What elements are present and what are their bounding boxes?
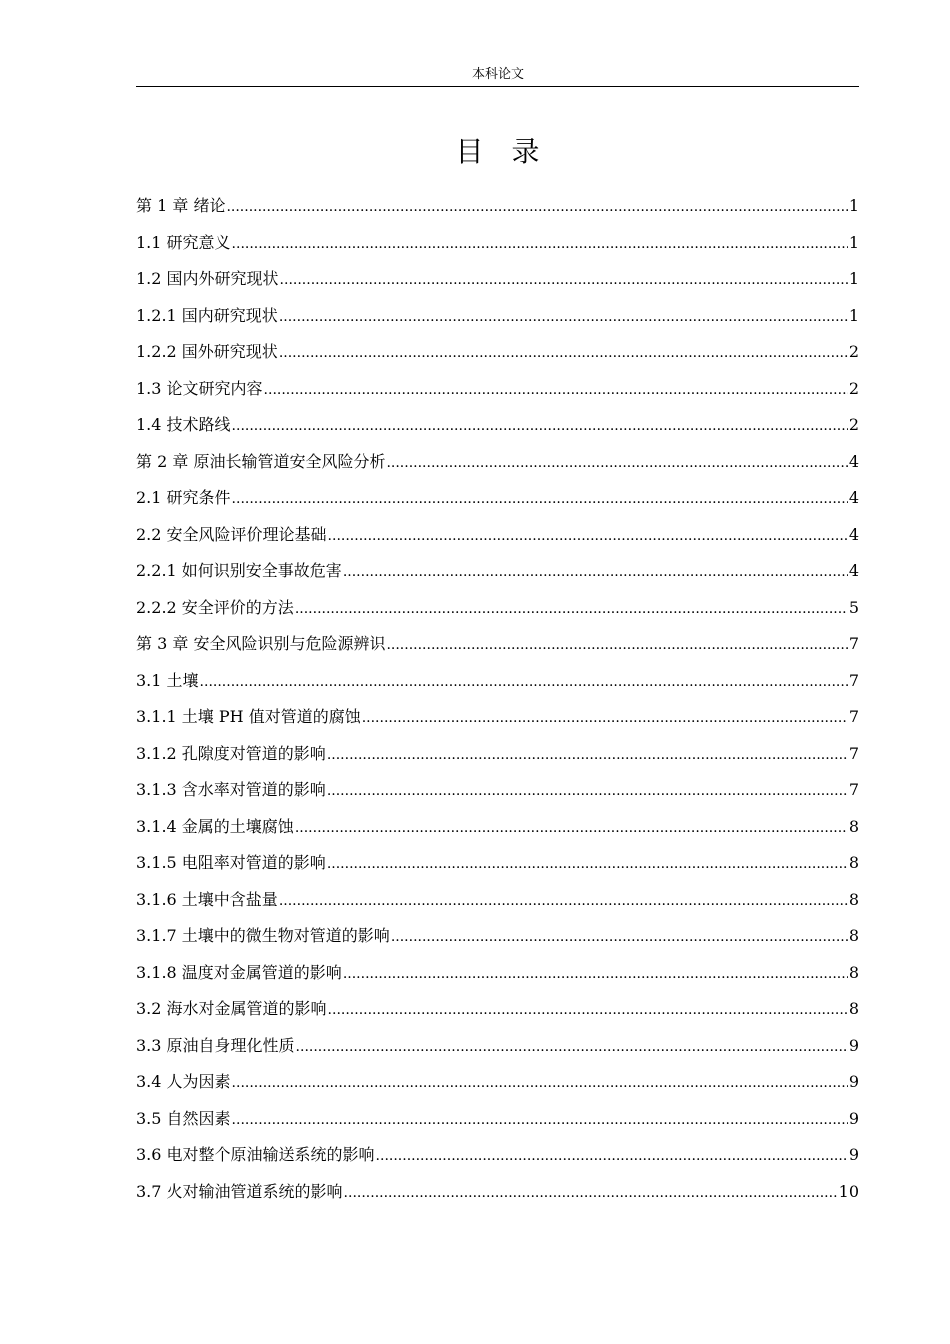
toc-entry[interactable] <box>136 1101 859 1138</box>
toc-entry-label: 3.1.3 含水率对管道的影响 <box>136 780 326 800</box>
toc-entry-page-number: 1 <box>848 196 859 216</box>
toc-entry-page-number: 9 <box>848 1072 859 1092</box>
toc-entry-label: 3.1.8 温度对金属管道的影响 <box>136 962 342 982</box>
toc-entry-label: 3.3 原油自身理化性质 <box>136 1035 295 1055</box>
toc-entry-page-number: 2 <box>848 378 859 398</box>
toc-dot-leader <box>226 196 847 216</box>
toc-entry-label: 1.2.1 国内研究现状 <box>136 305 278 325</box>
toc-entry-label: 2.2.2 安全评价的方法 <box>136 597 294 617</box>
toc-entry-page-number: 2 <box>848 415 859 435</box>
toc-entry-page-number: 1 <box>848 232 859 252</box>
toc-entry-label: 1.2 国内外研究现状 <box>136 269 279 289</box>
toc-entry-page-number: 2 <box>848 342 859 362</box>
toc-entry[interactable] <box>136 517 859 554</box>
toc-entry[interactable] <box>136 845 859 882</box>
toc-entry-page-number: 1 <box>848 269 859 289</box>
toc-dot-leader <box>232 1072 848 1092</box>
toc-entry-label: 3.1.1 土壤 PH 值对管道的腐蚀 <box>136 707 361 727</box>
toc-entry-page-number: 1 <box>848 305 859 325</box>
toc-entry[interactable] <box>136 1064 859 1101</box>
toc-entry-label: 3.1.7 土壤中的微生物对管道的影响 <box>136 926 390 946</box>
toc-entry-label: 第 2 章 原油长输管道安全风险分析 <box>136 451 386 471</box>
toc-entry-page-number: 8 <box>848 962 859 982</box>
toc-entry-label: 3.7 火对输油管道系统的影响 <box>136 1181 343 1201</box>
toc-entry-page-number: 8 <box>848 816 859 836</box>
toc-entry-page-number: 9 <box>848 1108 859 1128</box>
toc-entry[interactable] <box>136 699 859 736</box>
toc-dot-leader <box>343 963 848 983</box>
toc-entry-page-number: 8 <box>848 889 859 909</box>
toc-entry-label: 3.5 自然因素 <box>136 1108 231 1128</box>
toc-dot-leader <box>391 926 848 946</box>
toc-dot-leader <box>264 379 848 399</box>
toc-entry[interactable] <box>136 444 859 481</box>
toc-entry-page-number: 4 <box>848 524 859 544</box>
toc-dot-leader <box>232 1109 848 1129</box>
toc-dot-leader <box>328 525 848 545</box>
toc-entry-label: 1.1 研究意义 <box>136 232 231 252</box>
toc-dot-leader <box>327 780 848 800</box>
toc-entry-page-number: 4 <box>848 451 859 471</box>
toc-entry-page-number: 7 <box>848 634 859 654</box>
toc-entry[interactable] <box>136 407 859 444</box>
toc-entry[interactable] <box>136 736 859 773</box>
header-rule <box>136 86 859 87</box>
toc-entry-page-number: 10 <box>838 1181 859 1201</box>
toc-entry-page-number: 7 <box>848 707 859 727</box>
toc-entry-page-number: 9 <box>848 1035 859 1055</box>
toc-entry-label: 3.1.2 孔隙度对管道的影响 <box>136 743 326 763</box>
toc-entry-label: 第 3 章 安全风险识别与危险源辨识 <box>136 634 386 654</box>
toc-entry[interactable] <box>136 772 859 809</box>
toc-entry-label: 3.1.5 电阻率对管道的影响 <box>136 853 326 873</box>
toc-entry-label: 2.1 研究条件 <box>136 488 231 508</box>
toc-entry[interactable] <box>136 261 859 298</box>
toc-dot-leader <box>386 634 847 654</box>
page-header: 本科论文 <box>471 67 524 82</box>
toc-entry-page-number: 8 <box>848 999 859 1019</box>
toc-dot-leader <box>327 744 848 764</box>
toc-entry[interactable] <box>136 1028 859 1065</box>
toc-entry[interactable] <box>136 1174 859 1211</box>
toc-entry[interactable] <box>136 298 859 335</box>
toc-dot-leader <box>343 561 848 581</box>
toc-dot-leader <box>295 598 848 618</box>
toc-entry[interactable] <box>136 371 859 408</box>
toc-dot-leader <box>200 671 848 691</box>
toc-entry[interactable] <box>136 225 859 262</box>
toc-entry-page-number: 4 <box>848 561 859 581</box>
toc-dot-leader <box>344 1182 838 1202</box>
toc-dot-leader <box>279 890 848 910</box>
toc-entry[interactable] <box>136 882 859 919</box>
toc-entry[interactable] <box>136 663 859 700</box>
toc-dot-leader <box>232 233 848 253</box>
toc-entry-label: 第 1 章 绪论 <box>136 196 226 216</box>
toc-entry-page-number: 9 <box>848 1145 859 1165</box>
toc-entry-page-number: 7 <box>848 780 859 800</box>
toc-dot-leader <box>279 342 848 362</box>
toc-entry-page-number: 4 <box>848 488 859 508</box>
toc-entry-label: 3.1.4 金属的土壤腐蚀 <box>136 816 294 836</box>
toc-entry-label: 3.4 人为因素 <box>136 1072 231 1092</box>
toc-dot-leader <box>328 999 848 1019</box>
toc-dot-leader <box>362 707 848 727</box>
toc-entry[interactable] <box>136 1137 859 1174</box>
toc-dot-leader <box>327 853 848 873</box>
toc-dot-leader <box>296 1036 848 1056</box>
toc-dot-leader <box>232 415 848 435</box>
toc-entry[interactable] <box>136 809 859 846</box>
toc-dot-leader <box>386 452 847 472</box>
toc-entry[interactable] <box>136 334 859 371</box>
toc-title: 目录 <box>455 135 568 168</box>
toc-entry[interactable] <box>136 918 859 955</box>
toc-entry-label: 3.1 土壤 <box>136 670 199 690</box>
toc-entry[interactable] <box>136 480 859 517</box>
toc-entry[interactable] <box>136 991 859 1028</box>
toc-entry-page-number: 7 <box>848 670 859 690</box>
toc-entry-label: 3.2 海水对金属管道的影响 <box>136 999 327 1019</box>
toc-entry-label: 3.1.6 土壤中含盐量 <box>136 889 278 909</box>
toc-entry[interactable] <box>136 955 859 992</box>
toc-entry-label: 1.2.2 国外研究现状 <box>136 342 278 362</box>
toc-entry-label: 3.6 电对整个原油输送系统的影响 <box>136 1145 375 1165</box>
toc-entry[interactable] <box>136 590 859 627</box>
toc-entry-label: 2.2.1 如何识别安全事故危害 <box>136 561 342 581</box>
toc-entry[interactable] <box>136 553 859 590</box>
toc-entry-page-number: 5 <box>848 597 859 617</box>
toc-list <box>136 188 859 1210</box>
toc-entry[interactable] <box>136 188 859 225</box>
toc-entry-page-number: 8 <box>848 926 859 946</box>
toc-entry-label: 1.4 技术路线 <box>136 415 231 435</box>
toc-entry-page-number: 7 <box>848 743 859 763</box>
toc-dot-leader <box>376 1145 848 1165</box>
toc-dot-leader <box>280 269 848 289</box>
toc-dot-leader <box>295 817 848 837</box>
toc-entry-label: 2.2 安全风险评价理论基础 <box>136 524 327 544</box>
toc-entry-label: 1.3 论文研究内容 <box>136 378 263 398</box>
toc-entry[interactable] <box>136 626 859 663</box>
toc-dot-leader <box>232 488 848 508</box>
toc-entry-page-number: 8 <box>848 853 859 873</box>
toc-dot-leader <box>279 306 848 326</box>
